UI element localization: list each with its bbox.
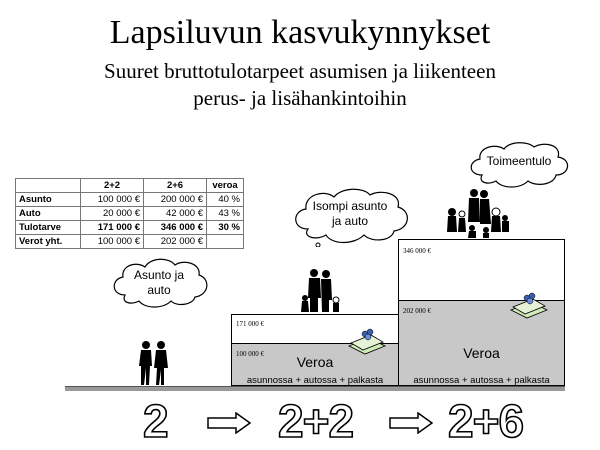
stage2-tax-label: 100 000 € xyxy=(236,350,264,358)
stage3-veroa: Veroa xyxy=(463,345,500,361)
cell-veroa: 30 % xyxy=(207,221,244,235)
step-label-2-6: 2+6 xyxy=(448,395,524,447)
thought-cloud-1 xyxy=(107,255,211,313)
cloud-line: Toimeentulo xyxy=(486,154,552,168)
stage2-veroa: Veroa xyxy=(296,354,334,370)
cloud-text xyxy=(288,199,412,229)
table-header xyxy=(16,179,81,193)
cloud-line: Asunto ja xyxy=(133,268,185,282)
table-header: 2+6 xyxy=(144,179,207,193)
row-label: Auto xyxy=(16,207,81,221)
cell-2-2: 100 000 € xyxy=(81,235,144,249)
cell-veroa: 43 % xyxy=(207,207,244,221)
thought-cloud-2 xyxy=(288,185,412,247)
arrow-right-icon xyxy=(388,412,434,434)
row-label: Verot yht. xyxy=(16,235,81,249)
ground-line xyxy=(65,386,565,391)
stage2-total-label: 171 000 € xyxy=(236,320,264,328)
stage2-tax-note: asunnossa + autossa + palkasta xyxy=(246,375,384,386)
arrow-right-icon xyxy=(206,412,252,434)
table-header: 2+2 xyxy=(81,179,144,193)
table-header-row xyxy=(16,179,244,193)
cloud-line: Isompi asunto xyxy=(312,199,388,213)
couple-icon xyxy=(136,340,172,386)
cell-veroa: 40 % xyxy=(207,193,244,207)
cell-veroa xyxy=(207,235,244,249)
stage3-tax-note: asunnossa + autossa + palkasta xyxy=(413,375,550,386)
cell-2-2: 171 000 € xyxy=(81,221,144,235)
cloud-line: auto xyxy=(147,283,171,297)
thought-cloud-3 xyxy=(466,141,572,189)
money-icon xyxy=(509,290,549,320)
page-subtitle xyxy=(0,58,600,112)
row-label: Asunto xyxy=(16,193,81,207)
row-label: Tulotarve xyxy=(16,221,81,235)
table-header: veroa xyxy=(207,179,244,193)
table-row xyxy=(16,221,244,235)
cell-2-2: 100 000 € xyxy=(81,193,144,207)
money-icon xyxy=(347,326,387,356)
cell-2-6: 346 000 € xyxy=(144,221,207,235)
step-label-2-2: 2+2 xyxy=(278,395,354,447)
cost-table xyxy=(15,178,244,249)
cloud-line: ja auto xyxy=(331,214,369,228)
cloud-text xyxy=(107,268,211,298)
stage3-tax-label: 202 000 € xyxy=(403,307,431,315)
page-title: Lapsiluvun kasvukynnykset xyxy=(109,14,491,51)
table-row xyxy=(16,235,244,249)
cell-2-2: 20 000 € xyxy=(81,207,144,221)
table-row xyxy=(16,193,244,207)
cell-2-6: 200 000 € xyxy=(144,193,207,207)
subtitle-line-1: Suuret bruttotulotarpeet asumisen ja liikenteen xyxy=(104,59,496,83)
family-small-icon xyxy=(300,268,340,314)
cell-2-6: 42 000 € xyxy=(144,207,207,221)
family-large-icon xyxy=(446,188,510,238)
step-label-2: 2 xyxy=(143,395,168,447)
cell-2-6: 202 000 € xyxy=(144,235,207,249)
subtitle-line-2: perus- ja lisähankintoihin xyxy=(193,86,407,110)
cloud-text xyxy=(466,154,572,169)
stage3-total-label: 346 000 € xyxy=(403,247,431,255)
table-row xyxy=(16,207,244,221)
